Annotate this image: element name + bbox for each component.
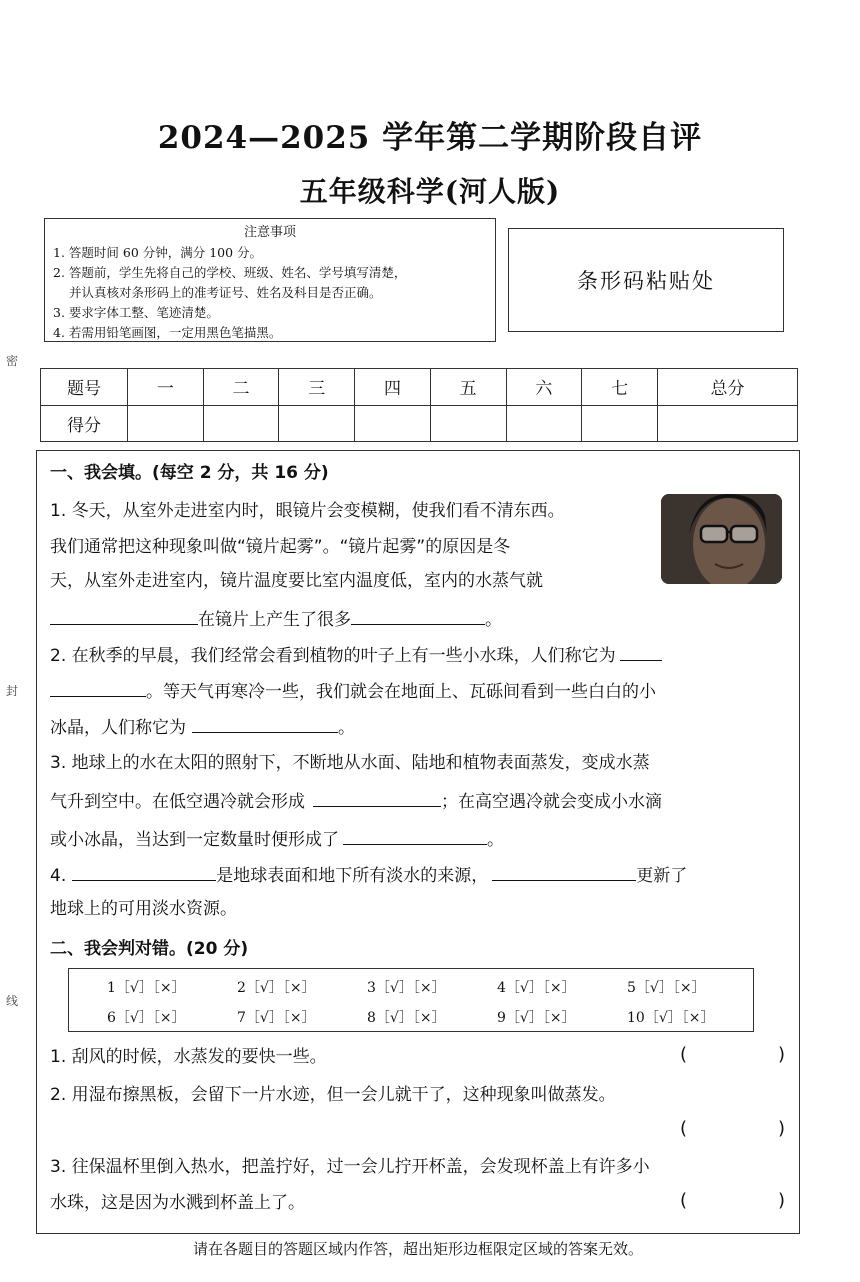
notice-box [44, 218, 496, 342]
exam-title: 2024—2025 学年第二学期阶段自评 [157, 120, 703, 156]
barcode-label: 条形码粘贴处 [577, 269, 715, 293]
q1-text-a: 在镜片上产生了很多 [198, 610, 351, 630]
score-input-cell[interactable] [128, 405, 204, 442]
tf-answer-cell[interactable]: 5［√］［×］ [627, 980, 706, 996]
q3-text-c: 或小冰晶，当达到一定数量时便形成了 [50, 830, 339, 850]
q2-line3 [50, 714, 355, 739]
q2-line2 [50, 678, 656, 703]
score-input-cell[interactable] [506, 405, 582, 442]
notice-item: 并认真核对条形码上的准考证号、姓名及科目是否正确。 [69, 285, 382, 300]
tf-q2: 2. 用湿布擦黑板，会留下一片水迹，但一会儿就干了，这种现象叫做蒸发。 [50, 1085, 616, 1105]
section2-heading: 二、我会判对错。(20 分) [50, 939, 249, 959]
answer-paren-right[interactable]: ) [778, 1118, 786, 1139]
tf-answer-cell[interactable]: 9［√］［×］ [497, 1010, 576, 1026]
answer-paren-right[interactable]: ) [778, 1044, 786, 1065]
q4-line1 [50, 862, 687, 887]
answer-paren-left[interactable]: ( [680, 1044, 688, 1065]
person-glasses-icon [661, 494, 782, 584]
q1-line2: 我们通常把这种现象叫做“镜片起雾”。“镜片起雾”的原因是冬 [50, 537, 511, 557]
tf-answer-cell[interactable]: 8［√］［×］ [367, 1010, 446, 1026]
answer-blank[interactable] [50, 606, 198, 625]
tf-answer-cell[interactable]: 2［√］［×］ [237, 980, 316, 996]
answer-blank[interactable] [620, 642, 662, 661]
q2-text-b: 。等天气再寒冷一些，我们就会在地面上、瓦砾间看到一些白白的小 [146, 682, 656, 702]
score-header-cell: 二 [203, 369, 279, 406]
q1-line1: 1. 冬天，从室外走进室内时，眼镜片会变模糊，使我们看不清东西。 [50, 501, 565, 521]
exam-subtitle: 五年级科学(河人版) [299, 175, 561, 208]
tf-answer-cell[interactable]: 7［√］［×］ [237, 1010, 316, 1026]
answer-blank[interactable] [492, 862, 636, 881]
q3-text-b: ；在高空遇冷就会变成小水滴 [441, 792, 662, 812]
score-input-cell[interactable] [430, 405, 506, 442]
q4-text-c: 更新了 [636, 866, 688, 886]
tf-answer-cell[interactable]: 4［√］［×］ [497, 980, 576, 996]
answer-blank[interactable] [72, 862, 216, 881]
score-input-cell[interactable] [582, 405, 658, 442]
margin-mark: 线 [6, 994, 19, 1008]
q3-text-d: 。 [487, 830, 504, 850]
tf-answer-cell[interactable]: 10［√］［×］ [627, 1010, 715, 1026]
score-header-cell: 六 [506, 369, 582, 406]
score-header-cell: 三 [279, 369, 355, 406]
q3-line3 [50, 826, 504, 851]
tf-answer-cell[interactable]: 3［√］［×］ [367, 980, 446, 996]
score-input-cell[interactable] [657, 405, 797, 442]
score-input-cell[interactable] [203, 405, 279, 442]
tf-q1: 1. 刮风的时候，水蒸发的要快一些。 [50, 1047, 327, 1067]
q3-line2 [50, 788, 662, 813]
answer-paren-left[interactable]: ( [680, 1118, 688, 1139]
tf-answer-cell[interactable]: 6［√］［×］ [107, 1010, 186, 1026]
score-header-cell: 一 [128, 369, 204, 406]
notice-item: 1. 答题时间 60 分钟，满分 100 分。 [53, 245, 263, 260]
score-header-cell: 题号 [41, 369, 128, 406]
tf-answer-cell[interactable]: 1［√］［×］ [107, 980, 186, 996]
q2-text-d: 。 [338, 718, 355, 738]
score-header-cell: 四 [355, 369, 431, 406]
score-table [40, 368, 798, 442]
score-header-cell: 五 [430, 369, 506, 406]
notice-item: 2. 答题前，学生先将自己的学校、班级、姓名、学号填写清楚， [53, 265, 407, 280]
score-row-label: 得分 [41, 405, 128, 442]
q2-text-a: 2. 在秋季的早晨，我们经常会看到植物的叶子上有一些小水珠，人们称它为 [50, 646, 616, 666]
q2-text-c: 冰晶，人们称它为 [50, 718, 186, 738]
notice-item: 4. 若需用铅笔画图，一定用黑色笔描黑。 [53, 325, 282, 340]
tf-q3-line1: 3. 往保温杯里倒入热水，把盖拧好，过一会儿拧开杯盖，会发现杯盖上有许多小 [50, 1157, 650, 1177]
score-header-cell: 七 [582, 369, 658, 406]
score-input-cell[interactable] [279, 405, 355, 442]
score-input-cell[interactable] [355, 405, 431, 442]
true-false-answer-grid [68, 968, 754, 1032]
q4-text-b: 是地球表面和地下所有淡水的来源， [216, 866, 489, 886]
footer-note: 请在各题目的答题区域内作答，超出矩形边框限定区域的答案无效。 [192, 1240, 643, 1258]
q3-line1: 3. 地球上的水在太阳的照射下，不断地从水面、陆地和植物表面蒸发，变成水蒸 [50, 753, 650, 773]
answer-blank[interactable] [50, 678, 146, 697]
answer-blank[interactable] [351, 606, 485, 625]
answer-paren-right[interactable]: ) [778, 1190, 786, 1211]
margin-mark: 密 [6, 354, 19, 368]
student-glasses-photo [661, 494, 782, 584]
barcode-area [508, 228, 784, 332]
q4-line2: 地球上的可用淡水资源。 [50, 899, 237, 919]
q2-line1 [50, 642, 662, 667]
q1-text-b: 。 [485, 610, 502, 630]
answer-paren-left[interactable]: ( [680, 1190, 688, 1211]
notice-item: 3. 要求字体工整、笔迹清楚。 [53, 305, 219, 320]
q1-line3: 天，从室外走进室内，镜片温度要比室内温度低，室内的水蒸气就 [50, 571, 543, 591]
answer-blank[interactable] [192, 714, 338, 733]
tf-q3-line2: 水珠，这是因为水溅到杯盖上了。 [50, 1193, 305, 1213]
section1-heading: 一、我会填。(每空 2 分，共 16 分) [50, 463, 329, 483]
q4-text-a: 4. [50, 866, 67, 886]
q1-line4 [50, 606, 502, 631]
answer-blank[interactable] [343, 826, 487, 845]
margin-mark: 封 [6, 684, 19, 698]
q3-text-a: 气升到空中。在低空遇冷就会形成 [50, 792, 305, 812]
answer-blank[interactable] [313, 788, 441, 807]
score-header-cell: 总分 [657, 369, 797, 406]
notice-title: 注意事项 [243, 225, 296, 240]
